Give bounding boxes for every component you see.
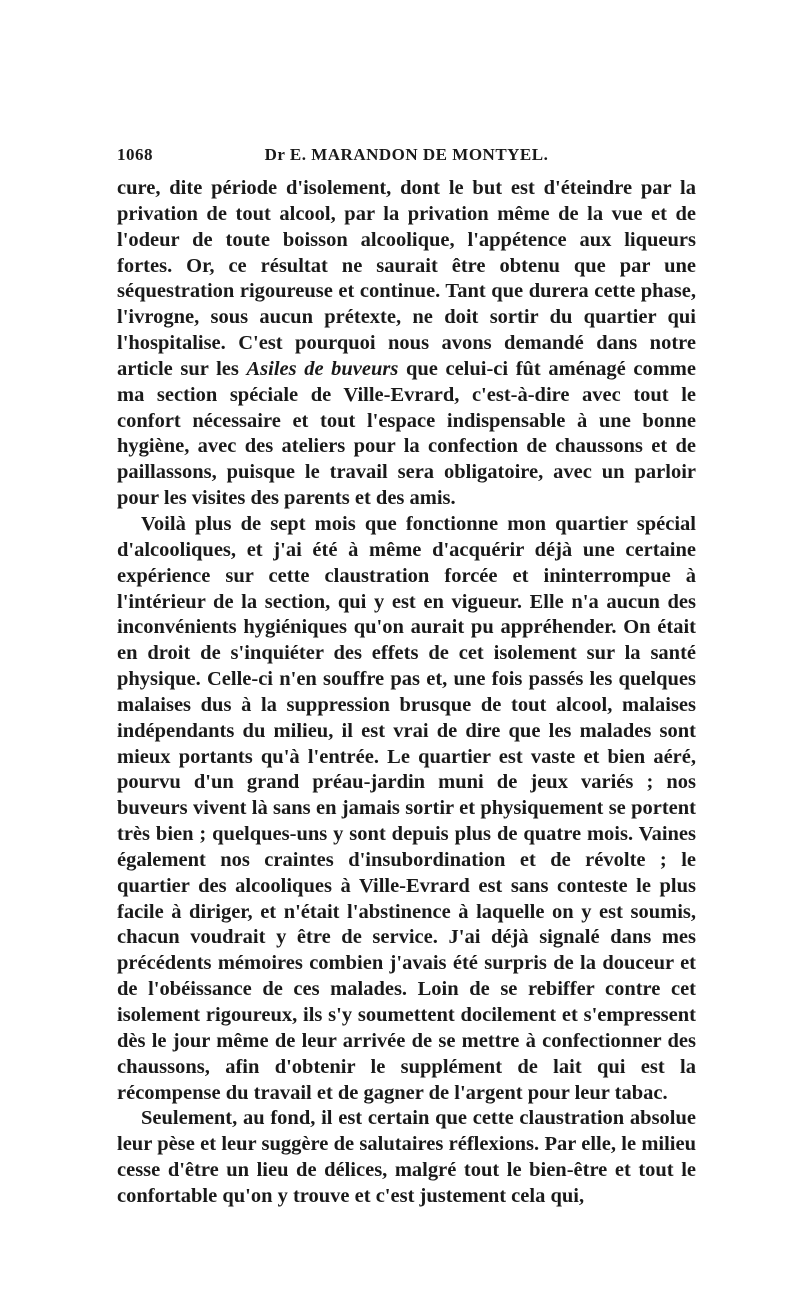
paragraph-2: Voilà plus de sept mois que fonctionne mon quartier spécial d'alcooliques, et j'ai été à même d'acquérir déjà une certaine expérience sur cette claustration forcée et ininterrompue à l'intérieur de la section, qui y est en vigueur. Elle n'a aucun des inconvénients hygiéniques qu'on aurait pu appréhender. On était en droit de s'inquiéter des effets de cet isolement sur la santé physique. Celle-ci n'en souffre pas et, une fois passés les quelques malaises dus à la suppression brusque de tout alcool, malaises indépendants du milieu, il est vrai de dire que les malades sont mieux portants qu'à l'entrée. Le quartier est vaste et bien aéré, pourvu d'un grand préau-jardin muni de jeux variés ; nos buveurs vivent là sans en jamais sortir et physiquement se portent très bien ; quelques-uns y sont depuis plus de quatre mois. Vaines également nos craintes d'insubordination et de révolte ; le quartier des alcooliques à Ville-Evrard est sans conteste le plus facile à diriger, et n'était l'abstinence à laquelle on y est soumis, chacun voudrait y être de service. J'ai déjà signalé dans mes précédents mémoires combien j'avais été surpris de la douceur et de l'obéissance de ces malades. Loin de se rebiffer contre cet isolement rigoureux, ils s'y soumettent docilement et s'empressent dès le jour même de leur arrivée de se mettre à confectionner des chaussons, afin d'obtenir le supplément de lait qui est la récompense du travail et de gagner de l'argent pour leur tabac. xyxy=(117,512,696,1104)
body-text xyxy=(117,176,696,1210)
italic-title: Asiles de buveurs xyxy=(246,357,399,380)
paragraph-1-text-a: cure, dite période d'isolement, dont le but est d'éteindre par la privation de tout alcool, par la privation même de la vue et de l'odeur de toute boisson alcoolique, l'appétence aux liqueurs fortes. Or, ce résultat ne saurait être obtenu que par une séquestration rigoureuse et continue. Tant que durera cette phase, l'ivrogne, sous aucun prétexte, ne doit sortir du quartier qui l'hospitalise. C'est pourquoi nous avons demandé dans notre article sur les xyxy=(117,177,696,380)
running-head: Dr E. MARANDON DE MONTYEL. xyxy=(264,145,549,164)
page-header xyxy=(117,145,696,171)
paragraph-3: Seulement, au fond, il est certain que cette claustration absolue leur pèse et leur suggère de salutaires réflexions. Par elle, le milieu cesse d'être un lieu de délices, malgré tout le bien-être et tout le confortable qu'on y trouve et c'est justement cela qui, xyxy=(117,1107,696,1207)
paragraph-1 xyxy=(117,176,696,512)
paragraph-1-text-b: que celui-ci fût aménagé comme ma section spéciale de Ville-Evrard, c'est-à-dire avec tout le confort nécessaire et tout l'espace indispensable à une bonne hygiène, avec des ateliers pour la confection de chaussons et de paillassons, puisque le travail sera obligatoire, avec un parloir pour les visites des parents et des amis. xyxy=(117,357,696,510)
page-number: 1068 xyxy=(117,145,153,164)
